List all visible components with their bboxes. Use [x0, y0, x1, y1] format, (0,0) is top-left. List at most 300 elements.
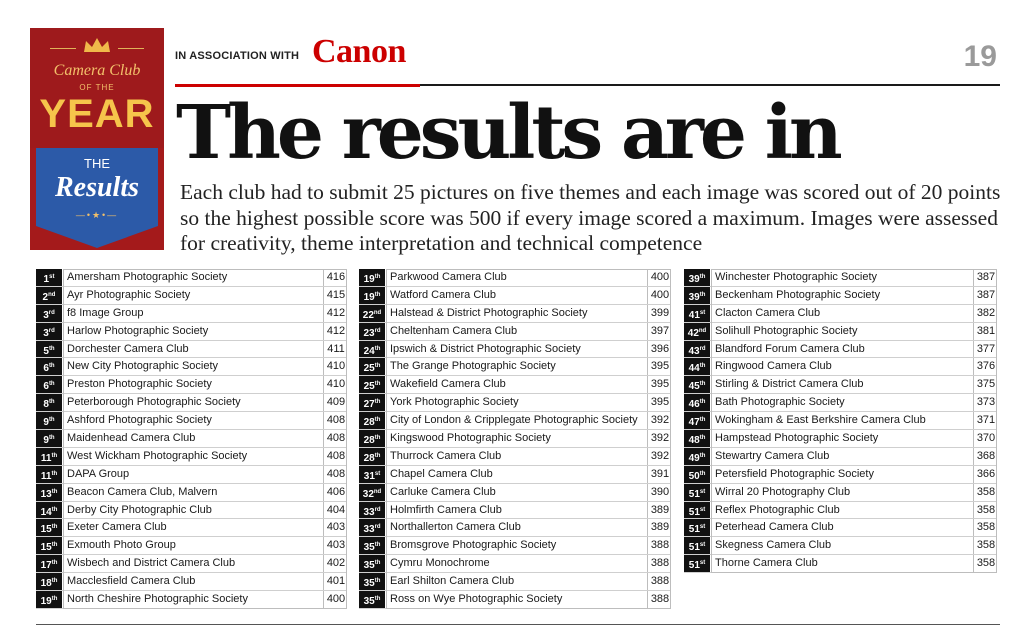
club-score: 368	[973, 448, 998, 465]
rank-badge	[359, 555, 385, 572]
club-name: Ross on Wye Photographic Society	[390, 593, 563, 606]
club-name: Wakefield Camera Club	[390, 378, 506, 391]
badge-year-text: YEAR	[39, 92, 155, 136]
rank-number: 51	[688, 506, 700, 518]
club-name: West Wickham Photographic Society	[67, 449, 248, 462]
rank-number: 11	[40, 452, 52, 464]
club-name: Macclesfield Camera Club	[67, 575, 196, 588]
rank-suffix: th	[51, 452, 58, 459]
club-score: 402	[323, 555, 348, 572]
club-name: Derby City Photographic Club	[67, 503, 212, 516]
rank-number: 35	[363, 560, 375, 572]
club-score: 377	[973, 341, 998, 358]
rank-badge	[36, 502, 62, 519]
club-name: Holmfirth Camera Club	[390, 503, 502, 516]
results-row	[36, 269, 347, 287]
rank-suffix: th	[51, 470, 58, 477]
association-label: IN ASSOCIATION WITH	[175, 50, 300, 62]
rank-number: 49	[688, 452, 700, 464]
rank-suffix: st	[699, 309, 706, 316]
club-score: 370	[973, 430, 998, 447]
rank-badge	[359, 341, 385, 358]
club-score: 400	[647, 287, 672, 304]
rank-badge	[36, 519, 62, 536]
rank-suffix: st	[699, 488, 706, 495]
club-name: Wirral 20 Photography Club	[715, 485, 851, 498]
rank-suffix: st	[699, 542, 706, 549]
club-score: 388	[647, 573, 672, 590]
rank-suffix: th	[699, 435, 706, 442]
club-name: f8 Image Group	[67, 306, 144, 319]
results-row	[359, 591, 671, 609]
club-name: Wisbech and District Camera Club	[67, 557, 236, 570]
results-row	[36, 448, 347, 466]
rank-badge	[36, 466, 62, 483]
club-score: 403	[323, 537, 348, 554]
club-score: 395	[647, 358, 672, 375]
club-name: Peterborough Photographic Society	[67, 396, 241, 409]
rank-number: 28	[363, 435, 375, 447]
rank-badge	[359, 466, 385, 483]
results-row	[359, 502, 671, 520]
rank-number: 43	[688, 345, 700, 357]
club-score: 410	[323, 358, 348, 375]
club-score: 388	[647, 537, 672, 554]
rank-badge	[359, 519, 385, 536]
results-row	[36, 323, 347, 341]
rank-badge	[359, 573, 385, 590]
results-column-3	[684, 269, 997, 573]
results-row	[359, 448, 671, 466]
club-score: 408	[323, 466, 348, 483]
rank-suffix: th	[374, 381, 381, 388]
club-name: Ashford Photographic Society	[67, 414, 212, 427]
club-score: 358	[973, 484, 998, 501]
results-column-1	[36, 269, 347, 609]
club-score: 399	[647, 305, 672, 322]
rank-number: 35	[363, 596, 375, 608]
header-rule-accent	[175, 84, 420, 87]
rank-number: 28	[363, 417, 375, 429]
rank-badge	[684, 466, 710, 483]
rank-badge	[36, 323, 62, 340]
club-name: Harlow Photographic Society	[67, 324, 209, 337]
rank-suffix: th	[48, 363, 55, 370]
results-row	[684, 555, 997, 573]
rank-badge	[36, 412, 62, 429]
rank-badge	[684, 323, 710, 340]
club-score: 397	[647, 323, 672, 340]
rank-badge	[36, 555, 62, 572]
club-name: Amersham Photographic Society	[67, 271, 228, 283]
club-score: 371	[973, 412, 998, 429]
club-name: Cheltenham Camera Club	[390, 324, 518, 337]
badge-ornament-line-right	[118, 48, 144, 49]
results-row	[684, 430, 997, 448]
club-score: 358	[973, 537, 998, 554]
club-score: 408	[323, 412, 348, 429]
rank-badge	[359, 376, 385, 393]
rank-suffix: th	[374, 542, 381, 549]
club-score: 387	[973, 269, 998, 286]
results-row	[684, 305, 997, 323]
rank-number: 18	[40, 578, 52, 590]
club-name: Thorne Camera Club	[715, 557, 818, 570]
results-row	[36, 430, 347, 448]
club-name: Peterhead Camera Club	[715, 521, 834, 534]
rank-suffix: rd	[48, 327, 55, 334]
rank-suffix: rd	[374, 506, 381, 513]
rank-suffix: th	[699, 399, 706, 406]
rank-badge	[36, 430, 62, 447]
rank-number: 17	[40, 560, 52, 572]
results-row	[359, 305, 671, 323]
rank-number: 14	[40, 506, 52, 518]
rank-badge	[36, 573, 62, 590]
results-row	[359, 519, 671, 537]
badge-camera-club-text: Camera Club	[53, 62, 141, 79]
results-row	[359, 555, 671, 573]
rank-badge	[36, 484, 62, 501]
rank-suffix: rd	[48, 309, 55, 316]
results-row	[684, 394, 997, 412]
page-number: 19	[963, 40, 997, 73]
rank-badge	[36, 269, 62, 286]
club-name: Chapel Camera Club	[390, 467, 493, 480]
rank-number: 25	[363, 381, 375, 393]
rank-suffix: th	[51, 524, 58, 531]
rank-badge	[36, 305, 62, 322]
results-row	[359, 358, 671, 376]
rank-number: 6	[43, 363, 49, 375]
rank-suffix: nd	[48, 291, 56, 298]
rank-suffix: th	[48, 345, 55, 352]
rank-suffix: th	[48, 435, 55, 442]
results-row	[684, 412, 997, 430]
canon-logo: Canon	[312, 33, 406, 70]
club-name: Ipswich & District Photographic Society	[390, 342, 581, 355]
rank-suffix: rd	[374, 327, 381, 334]
rank-badge	[36, 287, 62, 304]
club-score: 381	[973, 323, 998, 340]
rank-suffix: th	[51, 578, 58, 585]
club-name: Skegness Camera Club	[715, 539, 832, 552]
club-score: 412	[323, 305, 348, 322]
results-column-2	[359, 269, 671, 609]
club-name: The Grange Photographic Society	[390, 360, 556, 373]
club-name: Halstead & District Photographic Society	[390, 306, 588, 319]
rank-number: 35	[363, 578, 375, 590]
page-title: The results are in	[176, 90, 839, 176]
rank-suffix: th	[374, 345, 381, 352]
rank-suffix: st	[374, 470, 381, 477]
rank-number: 15	[40, 524, 52, 536]
club-score: 400	[323, 591, 348, 608]
results-row	[36, 358, 347, 376]
rank-badge	[36, 358, 62, 375]
rank-badge	[684, 269, 710, 286]
results-row	[36, 502, 347, 520]
rank-badge	[359, 287, 385, 304]
results-row	[36, 484, 347, 502]
rank-suffix: th	[51, 488, 58, 495]
rank-suffix: th	[48, 399, 55, 406]
rank-suffix: nd	[373, 488, 382, 495]
rank-suffix: th	[48, 381, 55, 388]
rank-badge	[36, 537, 62, 554]
rank-number: 51	[688, 488, 700, 500]
results-row	[359, 394, 671, 412]
intro-paragraph: Each club had to submit 25 pictures on five themes and each image was scored out of 20 points so the highest possible score was 500 if every image scored a maximum. Images were assessed for creativity, theme interpretation and technical competence	[180, 180, 1001, 255]
results-row	[359, 376, 671, 394]
rank-suffix: th	[699, 274, 706, 280]
club-score: 388	[647, 591, 672, 608]
results-row	[36, 376, 347, 394]
rank-suffix: th	[374, 399, 381, 406]
club-score: 410	[323, 376, 348, 393]
camera-club-of-the-year-badge	[30, 28, 164, 250]
rank-suffix: th	[51, 542, 58, 549]
club-name: Earl Shilton Camera Club	[390, 575, 515, 588]
results-row	[684, 341, 997, 359]
results-row	[359, 537, 671, 555]
club-score: 416	[323, 269, 348, 286]
results-row	[36, 466, 347, 484]
club-name: Ringwood Camera Club	[715, 360, 832, 373]
rank-number: 46	[688, 399, 700, 411]
results-row	[359, 269, 671, 287]
rank-suffix: th	[374, 363, 381, 370]
results-row	[684, 448, 997, 466]
rank-badge	[684, 519, 710, 536]
rank-badge	[684, 287, 710, 304]
results-row	[36, 341, 347, 359]
club-score: 400	[647, 269, 672, 286]
rank-badge	[359, 305, 385, 322]
club-score: 358	[973, 502, 998, 519]
club-name: North Cheshire Photographic Society	[67, 593, 248, 606]
rank-badge	[359, 448, 385, 465]
club-score: 411	[323, 341, 348, 358]
club-score: 412	[323, 323, 348, 340]
rank-number: 9	[43, 435, 49, 447]
club-name: Stewartry Camera Club	[715, 449, 830, 462]
rank-badge	[684, 430, 710, 447]
rank-badge	[359, 537, 385, 554]
club-name: Clacton Camera Club	[715, 306, 821, 319]
rank-badge	[684, 537, 710, 554]
rank-number: 33	[363, 506, 375, 518]
rank-badge	[36, 591, 62, 608]
badge-ornament-line-left	[50, 48, 76, 49]
rank-number: 39	[688, 274, 700, 285]
rank-suffix: th	[699, 381, 706, 388]
rank-suffix: th	[699, 452, 706, 459]
rank-badge	[359, 502, 385, 519]
rank-number: 1	[43, 274, 50, 285]
club-score: 388	[647, 555, 672, 572]
rank-badge	[684, 412, 710, 429]
rank-suffix: rd	[699, 345, 706, 352]
rank-number: 32	[362, 488, 374, 500]
bottom-rule	[36, 624, 1000, 625]
results-row	[36, 591, 347, 609]
rank-suffix: nd	[698, 327, 707, 334]
results-row	[359, 287, 671, 305]
rank-number: 51	[688, 524, 700, 536]
rank-badge	[684, 394, 710, 411]
club-score: 387	[973, 287, 998, 304]
club-name: City of London & Cripplegate Photographic Society	[390, 414, 638, 427]
rank-number: 44	[688, 363, 700, 375]
club-score: 395	[647, 394, 672, 411]
rank-suffix: th	[699, 470, 706, 477]
club-score: 401	[323, 573, 348, 590]
rank-suffix: th	[51, 560, 58, 567]
club-score: 403	[323, 519, 348, 536]
club-score: 389	[647, 519, 672, 536]
club-name: Maidenhead Camera Club	[67, 432, 196, 445]
rank-suffix: st	[699, 524, 706, 531]
rank-badge	[359, 591, 385, 608]
club-name: Solihull Photographic Society	[715, 324, 858, 337]
rank-number: 42	[687, 327, 699, 339]
rank-number: 8	[43, 399, 49, 411]
rank-badge	[36, 394, 62, 411]
club-name: Exeter Camera Club	[67, 521, 167, 534]
club-name: York Photographic Society	[390, 396, 519, 409]
rank-suffix: rd	[374, 524, 381, 531]
club-score: 382	[973, 305, 998, 322]
club-score: 373	[973, 394, 998, 411]
club-score: 392	[647, 430, 672, 447]
club-name: Cymru Monochrome	[390, 557, 490, 570]
results-row	[684, 537, 997, 555]
results-row	[684, 376, 997, 394]
results-row	[684, 466, 997, 484]
rank-badge	[684, 555, 710, 572]
rank-badge	[359, 269, 385, 286]
rank-suffix: th	[374, 560, 381, 567]
club-name: Beacon Camera Club, Malvern	[67, 485, 218, 498]
rank-suffix: st	[699, 506, 706, 513]
rank-badge	[359, 412, 385, 429]
badge-the-text: THE	[84, 156, 110, 171]
results-row	[684, 269, 997, 287]
rank-badge	[359, 323, 385, 340]
rank-number: 19	[40, 596, 52, 608]
rank-suffix: st	[49, 274, 55, 280]
club-score: 392	[647, 412, 672, 429]
club-score: 390	[647, 484, 672, 501]
results-row	[359, 323, 671, 341]
club-score: 408	[323, 430, 348, 447]
club-score: 406	[323, 484, 348, 501]
rank-number: 5	[43, 345, 49, 357]
rank-badge	[36, 376, 62, 393]
results-row	[36, 305, 347, 323]
club-name: Blandford Forum Camera Club	[715, 342, 865, 355]
rank-number: 48	[688, 435, 700, 447]
rank-badge	[36, 341, 62, 358]
rank-badge	[684, 376, 710, 393]
results-row	[359, 573, 671, 591]
rank-suffix: th	[374, 274, 381, 280]
results-row	[359, 466, 671, 484]
badge-results-text: Results	[54, 172, 140, 203]
rank-number: 19	[363, 274, 375, 285]
rank-number: 24	[363, 345, 375, 357]
rank-number: 27	[363, 399, 375, 411]
rank-badge	[684, 341, 710, 358]
club-name: New City Photographic Society	[67, 360, 219, 373]
rank-badge	[36, 448, 62, 465]
club-score: 392	[647, 448, 672, 465]
club-score: 409	[323, 394, 348, 411]
rank-number: 19	[363, 291, 375, 303]
rank-number: 31	[363, 470, 375, 482]
rank-suffix: th	[48, 417, 55, 424]
results-row	[36, 287, 347, 305]
rank-suffix: th	[374, 452, 381, 459]
results-row	[36, 519, 347, 537]
rank-number: 51	[688, 560, 700, 572]
club-score: 358	[973, 555, 998, 572]
rank-number: 28	[363, 452, 375, 464]
rank-badge	[359, 430, 385, 447]
club-score: 375	[973, 376, 998, 393]
rank-badge	[684, 502, 710, 519]
rank-number: 33	[363, 524, 375, 536]
club-name: Preston Photographic Society	[67, 378, 212, 391]
club-name: Winchester Photographic Society	[715, 271, 878, 283]
rank-suffix: th	[699, 363, 706, 370]
results-row	[684, 358, 997, 376]
results-row	[684, 484, 997, 502]
results-row	[36, 394, 347, 412]
rank-badge	[684, 484, 710, 501]
rank-suffix: th	[374, 435, 381, 442]
results-row	[359, 430, 671, 448]
club-score: 391	[647, 466, 672, 483]
badge-stars-icon: —•★•—	[75, 210, 119, 220]
club-score: 366	[973, 466, 998, 483]
rank-badge	[359, 484, 385, 501]
rank-badge	[359, 358, 385, 375]
results-row	[359, 412, 671, 430]
rank-number: 50	[688, 470, 700, 482]
club-name: Kingswood Photographic Society	[390, 432, 551, 445]
crown-icon	[82, 36, 112, 54]
rank-suffix: th	[51, 506, 58, 513]
results-row	[684, 502, 997, 520]
rank-number: 11	[40, 470, 52, 482]
rank-number: 2	[42, 291, 49, 303]
results-row	[36, 555, 347, 573]
club-score: 396	[647, 341, 672, 358]
rank-number: 22	[362, 309, 374, 321]
club-score: 395	[647, 376, 672, 393]
club-name: Petersfield Photographic Society	[715, 467, 874, 480]
rank-number: 15	[40, 542, 52, 554]
rank-number: 9	[43, 417, 49, 429]
rank-suffix: th	[374, 578, 381, 585]
club-name: Stirling & District Camera Club	[715, 378, 864, 391]
rank-badge	[684, 358, 710, 375]
rank-number: 25	[363, 363, 375, 375]
rank-suffix: th	[51, 596, 58, 603]
club-score: 408	[323, 448, 348, 465]
